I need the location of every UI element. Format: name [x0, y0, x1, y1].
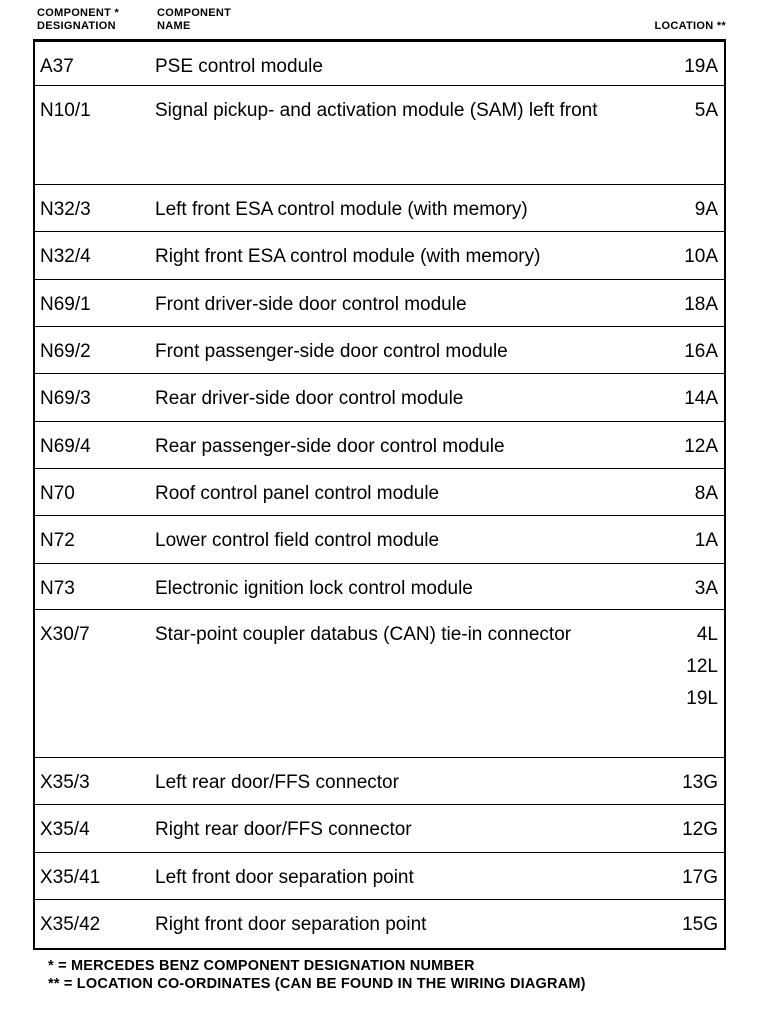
location-value: 14A: [684, 388, 718, 409]
component-location: [686, 619, 718, 715]
component-name: Front passenger-side door control module: [155, 341, 508, 362]
table-row: [35, 469, 724, 516]
component-designation: X35/4: [40, 819, 90, 840]
component-name: Right front ESA control module (with memory): [155, 246, 541, 267]
table-row: [35, 422, 724, 469]
location-value: 10A: [684, 246, 718, 267]
component-location: [682, 814, 718, 846]
component-name: Left front door separation point: [155, 867, 414, 888]
location-value: 18A: [684, 294, 718, 315]
component-location: [695, 525, 718, 557]
component-location: [684, 51, 718, 83]
column-header-designation-line1: COMPONENT *: [37, 7, 120, 19]
footnote-designation: * = MERCEDES BENZ COMPONENT DESIGNATION NUMBER: [48, 958, 475, 974]
column-header-designation-line2: DESIGNATION: [37, 20, 116, 32]
component-name: Left rear door/FFS connector: [155, 772, 399, 793]
component-designation: N32/3: [40, 199, 91, 220]
component-designation: N69/2: [40, 341, 91, 362]
component-name: Front driver-side door control module: [155, 294, 467, 315]
component-location: [684, 289, 718, 321]
component-location: [684, 431, 718, 463]
table-row: [35, 758, 724, 805]
table-row: [35, 327, 724, 374]
component-designation: N69/1: [40, 294, 91, 315]
location-value: 15G: [682, 914, 718, 935]
column-header-name-line1: COMPONENT: [157, 7, 232, 19]
component-name: Left front ESA control module (with memory): [155, 199, 528, 220]
footnotes: [48, 957, 586, 993]
component-name: Rear passenger-side door control module: [155, 436, 505, 457]
location-value: 17G: [682, 867, 718, 888]
component-designation: N72: [40, 530, 75, 551]
column-header-name-line2: NAME: [157, 20, 191, 32]
location-value: 12A: [684, 436, 718, 457]
column-header-designation: [37, 7, 119, 33]
component-designation: N69/4: [40, 436, 91, 457]
location-value: 5A: [694, 100, 718, 121]
location-value: 12L: [686, 656, 718, 677]
table-row: [35, 232, 724, 280]
component-name: Right front door separation point: [155, 914, 427, 935]
table-row: [35, 516, 724, 564]
component-designation: N70: [40, 483, 75, 504]
table-row: [35, 564, 724, 610]
table-row: [35, 805, 724, 853]
location-value: 1A: [694, 530, 718, 551]
component-name: Star-point coupler databus (CAN) tie-in connector: [155, 624, 572, 645]
component-designation: N73: [40, 578, 75, 599]
component-name: Right rear door/FFS connector: [155, 819, 412, 840]
table-row: [35, 42, 724, 86]
location-value: 8A: [694, 483, 718, 504]
component-location: [684, 241, 718, 273]
component-name: Electronic ignition lock control module: [155, 578, 473, 599]
component-location: [682, 767, 718, 799]
component-location: [695, 194, 718, 226]
component-location: [695, 573, 718, 605]
component-designation: X35/42: [40, 914, 101, 935]
table-row: [35, 374, 724, 422]
location-value: 16A: [684, 341, 718, 362]
component-designation: N69/3: [40, 388, 91, 409]
location-value: 19L: [686, 688, 718, 709]
component-name: PSE control module: [155, 56, 323, 77]
table-row: [35, 185, 724, 232]
location-value: 19A: [684, 56, 718, 77]
location-value: 3A: [694, 578, 718, 599]
component-designation: N32/4: [40, 246, 91, 267]
component-location: [682, 862, 718, 894]
table-row: [35, 610, 724, 758]
component-location: [684, 336, 718, 368]
component-name: Signal pickup- and activation module (SAM) left front: [155, 100, 598, 121]
component-name: Rear driver-side door control module: [155, 388, 464, 409]
location-value: 13G: [682, 772, 718, 793]
component-designation: A37: [40, 56, 74, 77]
table-row: [35, 280, 724, 327]
component-designation: X35/41: [40, 867, 101, 888]
component-location: [695, 478, 718, 510]
location-value: 9A: [694, 199, 718, 220]
footnote-location: ** = LOCATION CO-ORDINATES (CAN BE FOUND IN THE WIRING DIAGRAM): [48, 976, 586, 992]
component-location: [684, 383, 718, 415]
column-header-name: [157, 7, 231, 33]
column-header-location: [654, 20, 726, 33]
table-row: [35, 86, 724, 185]
component-location: [695, 95, 718, 127]
location-value: 12G: [682, 819, 718, 840]
table-row: [35, 853, 724, 900]
location-value: 4L: [696, 624, 718, 645]
component-designation: N10/1: [40, 100, 91, 121]
component-location: [682, 909, 718, 941]
column-header-location-label: LOCATION **: [654, 20, 726, 32]
component-name: Lower control field control module: [155, 530, 440, 551]
component-designation: X30/7: [40, 624, 90, 645]
component-name: Roof control panel control module: [155, 483, 440, 504]
table-row: [35, 900, 724, 948]
component-designation: X35/3: [40, 772, 90, 793]
component-table: [33, 39, 726, 950]
